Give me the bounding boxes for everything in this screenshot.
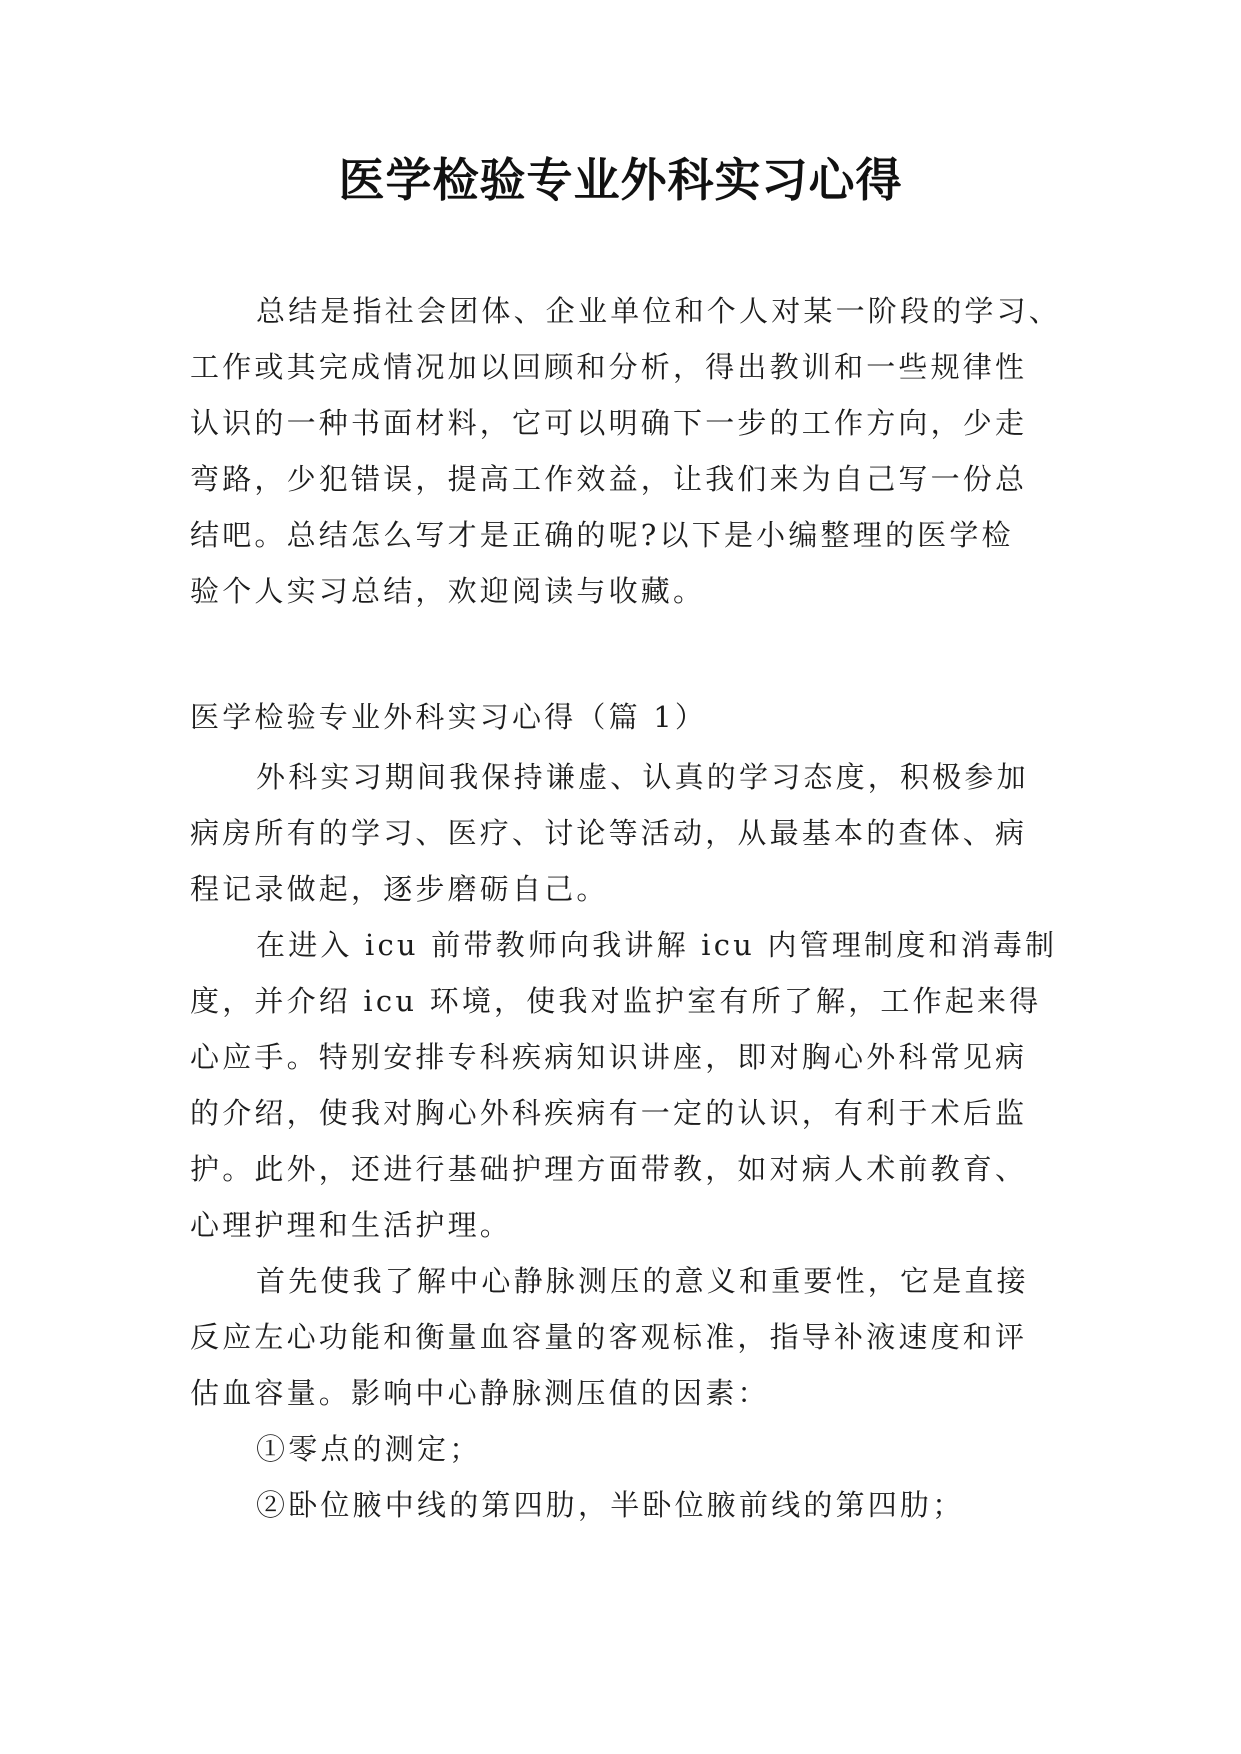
intro-line: 结吧。总结怎么写才是正确的呢?以下是小编整理的医学检 (190, 518, 1014, 552)
intro-line: 认识的一种书面材料，它可以明确下一步的工作方向，少走 (190, 406, 1028, 440)
body-line: 心理护理和生活护理。 (190, 1208, 513, 1242)
body-line: 病房所有的学习、医疗、讨论等活动，从最基本的查体、病 (190, 816, 1028, 850)
body-line: 估血容量。影响中心静脉测压值的因素： (190, 1376, 770, 1410)
body-line: 程记录做起，逐步磨砺自己。 (190, 872, 609, 906)
list-item: ②卧位腋中线的第四肋，半卧位腋前线的第四肋； (256, 1488, 965, 1522)
document-title: 医学检验专业外科实习心得 (338, 153, 903, 207)
body-line: 在进入 icu 前带教师向我讲解 icu 内管理制度和消毒制 (256, 928, 1058, 962)
body-line: 护。此外，还进行基础护理方面带教，如对病人术前教育、 (190, 1152, 1028, 1186)
section-heading: 医学检验专业外科实习心得（篇 1） (190, 700, 708, 734)
intro-line: 验个人实习总结，欢迎阅读与收藏。 (190, 574, 706, 608)
body-line: 外科实习期间我保持谦虚、认真的学习态度，积极参加 (256, 760, 1029, 794)
body-line: 度，并介绍 icu 环境，使我对监护室有所了解，工作起来得 (190, 984, 1042, 1018)
body-line: 首先使我了解中心静脉测压的意义和重要性，它是直接 (256, 1264, 1029, 1298)
body-line: 心应手。特别安排专科疾病知识讲座，即对胸心外科常见病 (190, 1040, 1028, 1074)
intro-line: 总结是指社会团体、企业单位和个人对某一阶段的学习、 (256, 294, 1062, 328)
intro-line: 工作或其完成情况加以回顾和分析，得出教训和一些规律性 (190, 350, 1028, 384)
list-item: ①零点的测定； (256, 1432, 482, 1466)
body-line: 的介绍，使我对胸心外科疾病有一定的认识，有利于术后监 (190, 1096, 1028, 1130)
body-line: 反应左心功能和衡量血容量的客观标准，指导补液速度和评 (190, 1320, 1028, 1354)
intro-line: 弯路，少犯错误，提高工作效益，让我们来为自己写一份总 (190, 462, 1028, 496)
